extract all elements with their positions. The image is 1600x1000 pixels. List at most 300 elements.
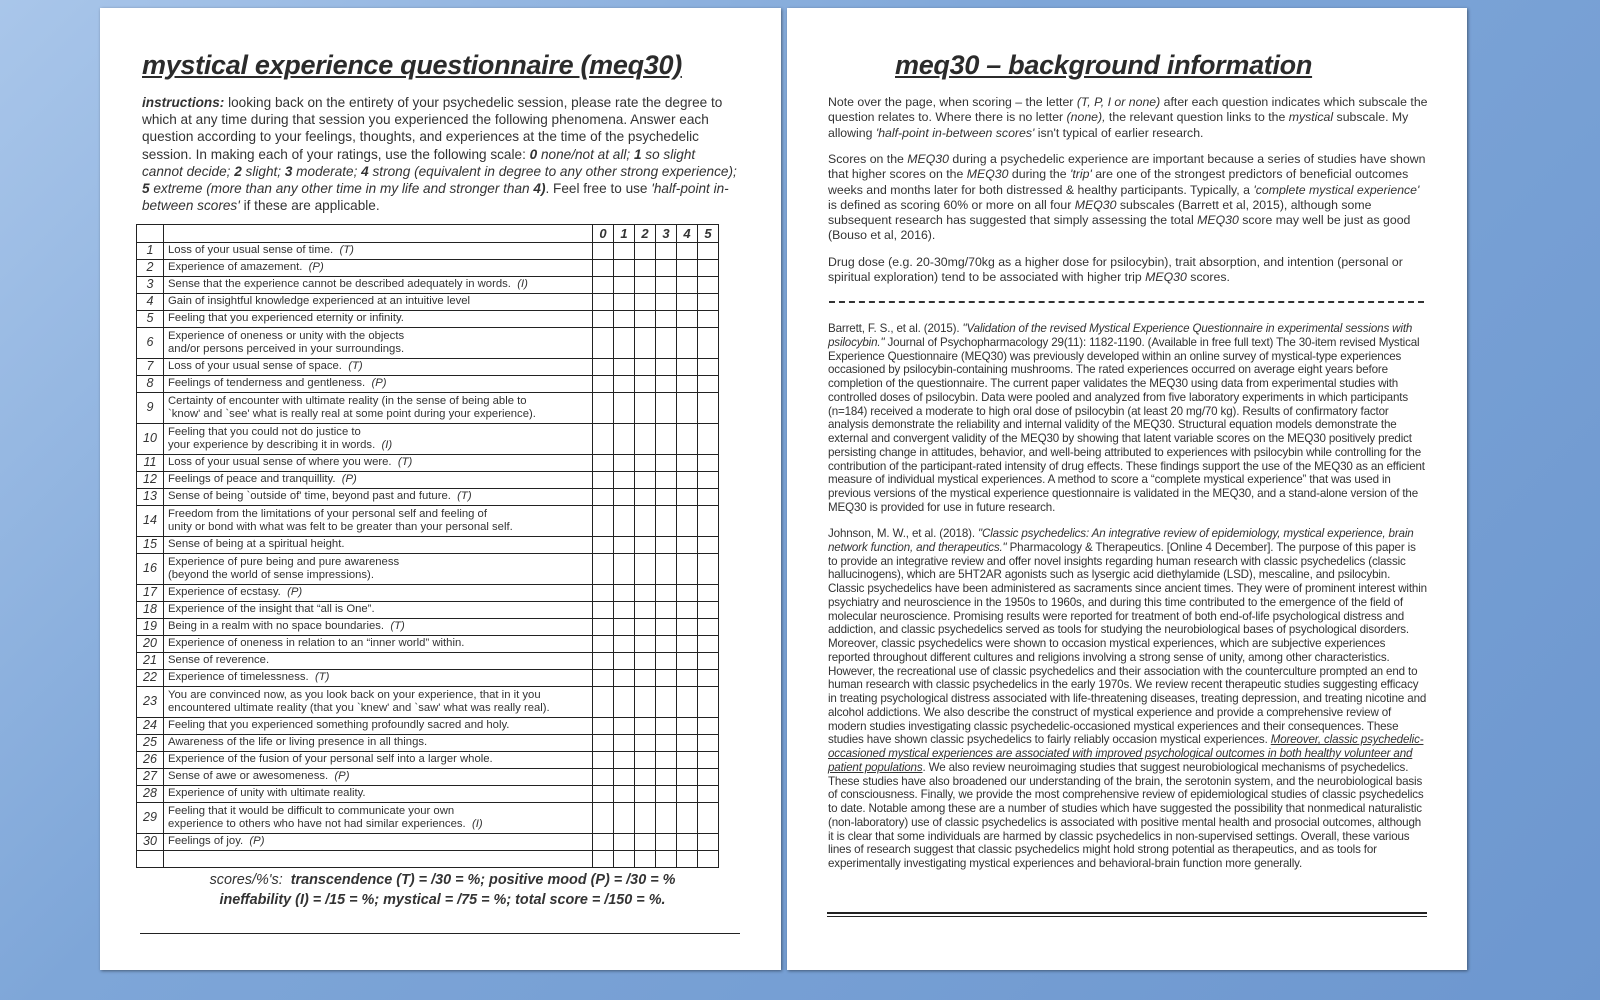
score-cell-4[interactable] bbox=[677, 636, 698, 653]
item-text-cell bbox=[164, 735, 593, 752]
score-cell-3[interactable] bbox=[656, 277, 677, 294]
score-cell-3[interactable] bbox=[656, 752, 677, 769]
score-cell-3[interactable] bbox=[656, 803, 677, 834]
score-cell-4[interactable] bbox=[677, 455, 698, 472]
score-cell-2[interactable] bbox=[635, 506, 656, 537]
item-number: 17 bbox=[137, 585, 164, 602]
subscale-tag: (P) bbox=[287, 586, 303, 599]
score-cell-0[interactable] bbox=[593, 311, 614, 328]
score-cell-4[interactable] bbox=[677, 718, 698, 735]
divider bbox=[140, 933, 740, 934]
scores-line-1: transcendence (T) = /30 = %; positive mood (P) = /30 = % bbox=[290, 872, 676, 888]
score-cell-3[interactable] bbox=[656, 670, 677, 687]
score-cell-4[interactable] bbox=[677, 376, 698, 393]
text-segment: 'complete mystical experience' bbox=[1253, 182, 1420, 197]
score-cell-4[interactable] bbox=[677, 260, 698, 277]
score-cell-4[interactable] bbox=[677, 328, 698, 359]
subscale-tag: (P) bbox=[341, 473, 357, 486]
score-cell-4[interactable] bbox=[677, 619, 698, 636]
score-cell-1[interactable] bbox=[614, 803, 635, 834]
score-cell-5[interactable] bbox=[698, 769, 719, 786]
score-cell-1[interactable] bbox=[614, 328, 635, 359]
score-cell-2[interactable] bbox=[635, 376, 656, 393]
score-cell-0[interactable] bbox=[593, 260, 614, 277]
text-segment: MEQ30 bbox=[966, 167, 1009, 182]
score-cell-3[interactable] bbox=[656, 424, 677, 455]
score-cell-0[interactable] bbox=[593, 670, 614, 687]
score-cell-0[interactable] bbox=[593, 506, 614, 537]
subscale-tag: (I) bbox=[381, 439, 393, 451]
score-cell-3[interactable] bbox=[656, 243, 677, 260]
score-cell-0[interactable] bbox=[593, 472, 614, 489]
reference-johnson bbox=[828, 527, 1428, 871]
subscale-tag: (T) bbox=[339, 244, 354, 257]
score-cell-5[interactable] bbox=[698, 752, 719, 769]
score-cell-4[interactable] bbox=[677, 834, 698, 851]
score-cell-4[interactable] bbox=[677, 537, 698, 554]
score-cell-3[interactable] bbox=[656, 294, 677, 311]
score-cell-4[interactable] bbox=[677, 803, 698, 834]
score-cell-0[interactable] bbox=[593, 243, 614, 260]
text-segment: MEQ30 bbox=[1145, 270, 1187, 285]
score-cell-5[interactable] bbox=[698, 472, 719, 489]
table-row bbox=[137, 489, 719, 506]
score-cell-2[interactable] bbox=[635, 243, 656, 260]
item-number: 3 bbox=[137, 277, 164, 294]
table-row bbox=[137, 585, 719, 602]
table-row bbox=[137, 294, 719, 311]
item-text-cell bbox=[164, 359, 593, 376]
score-cell-0[interactable] bbox=[593, 636, 614, 653]
score-cell-1[interactable] bbox=[614, 506, 635, 537]
score-cell-3[interactable] bbox=[656, 393, 677, 424]
score-cell-4[interactable] bbox=[677, 687, 698, 718]
score-cell-5[interactable] bbox=[698, 260, 719, 277]
score-cell-1[interactable] bbox=[614, 294, 635, 311]
instructions bbox=[142, 94, 738, 214]
score-cell-3[interactable] bbox=[656, 328, 677, 359]
scale-header-2: 2 bbox=[635, 225, 656, 243]
empty-cell bbox=[137, 851, 164, 868]
score-cell-2[interactable] bbox=[635, 834, 656, 851]
score-cell-1[interactable] bbox=[614, 687, 635, 718]
text-segment: 5 bbox=[142, 181, 150, 197]
item-text: Loss of your usual sense of time. bbox=[168, 244, 334, 257]
subscale-tag: (T) bbox=[397, 456, 413, 469]
score-cell-3[interactable] bbox=[656, 653, 677, 670]
text-segment: 'half-point in-between scores' bbox=[875, 125, 1035, 140]
score-cell-2[interactable] bbox=[635, 328, 656, 359]
score-cell-3[interactable] bbox=[656, 260, 677, 277]
table-row bbox=[137, 393, 719, 424]
score-cell-5[interactable] bbox=[698, 670, 719, 687]
item-text: Experience of oneness or unity with the objects bbox=[168, 329, 405, 342]
score-cell-0[interactable] bbox=[593, 834, 614, 851]
score-cell-2[interactable] bbox=[635, 602, 656, 619]
table-row-empty bbox=[137, 851, 719, 868]
item-text: Awareness of the life or living presence in all things. bbox=[168, 736, 428, 749]
item-text: Experience of timelessness. bbox=[168, 671, 309, 684]
score-cell-1[interactable] bbox=[614, 585, 635, 602]
score-cell-4[interactable] bbox=[677, 294, 698, 311]
item-text-cell bbox=[164, 602, 593, 619]
score-cell-0[interactable] bbox=[593, 424, 614, 455]
text-segment: 2 bbox=[234, 163, 242, 179]
text-segment: Drug dose (e.g. 20-30mg/70kg as a higher dose for psilocybin), trait absorption, and intention (personal or spiritual exploration) tend to be associated with higher trip bbox=[828, 255, 1403, 285]
empty-cell bbox=[698, 851, 719, 868]
item-text: Experience of unity with ultimate reality. bbox=[168, 787, 366, 800]
score-cell-5[interactable] bbox=[698, 294, 719, 311]
score-cell-3[interactable] bbox=[656, 769, 677, 786]
item-text: Feeling that you experienced eternity or infinity. bbox=[168, 312, 404, 325]
text-segment: extreme (more than any other time in my life and stronger than bbox=[149, 181, 534, 197]
text-segment: are one of the strongest predictors of beneficial outcomes weeks and months later for both distressed & healthy participants. Typically, a bbox=[828, 167, 1409, 197]
score-cell-1[interactable] bbox=[614, 619, 635, 636]
score-cell-3[interactable] bbox=[656, 472, 677, 489]
score-cell-3[interactable] bbox=[656, 537, 677, 554]
score-cell-5[interactable] bbox=[698, 619, 719, 636]
score-cell-2[interactable] bbox=[635, 424, 656, 455]
item-text: Experience of amazement. bbox=[168, 261, 303, 274]
score-cell-1[interactable] bbox=[614, 769, 635, 786]
score-cell-3[interactable] bbox=[656, 376, 677, 393]
score-cell-3[interactable] bbox=[656, 636, 677, 653]
empty-cell bbox=[164, 851, 593, 868]
score-cell-1[interactable] bbox=[614, 834, 635, 851]
score-cell-0[interactable] bbox=[593, 277, 614, 294]
score-cell-4[interactable] bbox=[677, 243, 698, 260]
score-cell-1[interactable] bbox=[614, 537, 635, 554]
page-background bbox=[787, 8, 1467, 970]
score-cell-1[interactable] bbox=[614, 653, 635, 670]
score-cell-1[interactable] bbox=[614, 359, 635, 376]
score-cell-0[interactable] bbox=[593, 376, 614, 393]
score-cell-4[interactable] bbox=[677, 769, 698, 786]
score-cell-5[interactable] bbox=[698, 376, 719, 393]
score-cell-0[interactable] bbox=[593, 455, 614, 472]
item-number: 19 bbox=[137, 619, 164, 636]
score-cell-1[interactable] bbox=[614, 472, 635, 489]
score-cell-2[interactable] bbox=[635, 393, 656, 424]
score-cell-1[interactable] bbox=[614, 376, 635, 393]
score-cell-2[interactable] bbox=[635, 752, 656, 769]
item-text-cell bbox=[164, 260, 593, 277]
double-rule bbox=[827, 912, 1427, 917]
item-text: Sense of awe or awesomeness. bbox=[168, 770, 329, 783]
item-text-cell bbox=[164, 424, 593, 455]
text-segment: MEQ30 bbox=[1074, 197, 1117, 212]
score-cell-2[interactable] bbox=[635, 294, 656, 311]
item-text-cell bbox=[164, 769, 593, 786]
score-cell-2[interactable] bbox=[635, 735, 656, 752]
item-number: 20 bbox=[137, 636, 164, 653]
score-cell-5[interactable] bbox=[698, 786, 719, 803]
score-cell-3[interactable] bbox=[656, 687, 677, 718]
table-row bbox=[137, 243, 719, 260]
score-cell-3[interactable] bbox=[656, 489, 677, 506]
table-row bbox=[137, 636, 719, 653]
score-cell-3[interactable] bbox=[656, 602, 677, 619]
score-cell-2[interactable] bbox=[635, 619, 656, 636]
score-cell-1[interactable] bbox=[614, 670, 635, 687]
table-row bbox=[137, 277, 719, 294]
score-cell-5[interactable] bbox=[698, 359, 719, 376]
item-text: Sense of reverence. bbox=[168, 654, 270, 667]
paragraph-drug-dose bbox=[828, 255, 1428, 286]
score-cell-2[interactable] bbox=[635, 803, 656, 834]
item-text: Experience of ecstasy. bbox=[168, 586, 281, 599]
score-cell-2[interactable] bbox=[635, 455, 656, 472]
text-segment: Pharmacology & Therapeutics. [Online 4 December]. The purpose of this paper is to provide an integrative review and offer novel insights regarding human research with classic psychedelics (classic hallucinogens), which are 5HT2AR agonists such as lysergic acid diethylamide (LSD), mescaline, and psilocybin. Classic psychedelics have been administered as sacraments since ancient times. They were of prominent interest within psychiatry and neuroscience in the 1950s to 1960s, and during this time contributed to the emergence of the field of molecular neuroscience. Promising results were reported for treatment of both end-of-life psychological distress and addiction, and classic psychedelics served as tools for studying the neurobiological bases of psychological disorders. Moreover, classic psychedelics were shown to occasion mystical experiences, which are subjective experiences reported throughout different cultures and religions involving a strong sense of unity, among other characteristics. However, the recreational use of classic psychedelics and their association with the counterculture prompted an end to human research with classic psychedelics in the early 1970s. We review recent therapeutic studies suggesting efficacy in treating psychological distress associated with life-threatening diseases, treating depression, and treating nicotine and alcohol addictions. We also describe the construct of mystical experience and provide a comprehensive review of modern studies investigating classic psychedelic-occasioned mystical experiences and their consequences. These studies have shown classic psychedelics to fairly reliably occasion mystical experiences. bbox=[828, 540, 1427, 747]
item-text-cell bbox=[164, 393, 593, 424]
score-cell-0[interactable] bbox=[593, 537, 614, 554]
table-row bbox=[137, 376, 719, 393]
item-number: 27 bbox=[137, 769, 164, 786]
score-cell-5[interactable] bbox=[698, 602, 719, 619]
score-cell-0[interactable] bbox=[593, 294, 614, 311]
score-cell-1[interactable] bbox=[614, 554, 635, 585]
score-cell-2[interactable] bbox=[635, 277, 656, 294]
score-cell-0[interactable] bbox=[593, 735, 614, 752]
header-blank bbox=[164, 225, 593, 243]
text-segment: Moreover, classic psychedelic-occasioned mystical experiences are associated with improved psychological outcomes in both healthy volunteer and patient populations bbox=[828, 733, 1424, 774]
score-cell-4[interactable] bbox=[677, 554, 698, 585]
score-cell-5[interactable] bbox=[698, 718, 719, 735]
page-questionnaire bbox=[100, 8, 781, 970]
score-cell-5[interactable] bbox=[698, 506, 719, 537]
item-text: Freedom from the limitations of your personal self and feeling of bbox=[168, 507, 487, 520]
score-cell-4[interactable] bbox=[677, 602, 698, 619]
score-cell-3[interactable] bbox=[656, 506, 677, 537]
scale-header-0: 0 bbox=[593, 225, 614, 243]
score-cell-2[interactable] bbox=[635, 311, 656, 328]
table-row bbox=[137, 311, 719, 328]
score-cell-5[interactable] bbox=[698, 393, 719, 424]
score-cell-4[interactable] bbox=[677, 424, 698, 455]
text-segment: mystical bbox=[1288, 110, 1334, 125]
score-cell-2[interactable] bbox=[635, 718, 656, 735]
item-text: Sense of being at a spiritual height. bbox=[168, 538, 345, 551]
score-cell-4[interactable] bbox=[677, 506, 698, 537]
score-cell-0[interactable] bbox=[593, 585, 614, 602]
score-cell-1[interactable] bbox=[614, 260, 635, 277]
table-row bbox=[137, 455, 719, 472]
text-segment: isn't typical of earlier research. bbox=[1034, 125, 1204, 140]
score-cell-5[interactable] bbox=[698, 585, 719, 602]
item-text-cell bbox=[164, 277, 593, 294]
text-segment: Barrett, F. S., et al. (2015). bbox=[828, 322, 963, 335]
score-cell-2[interactable] bbox=[635, 537, 656, 554]
score-cell-5[interactable] bbox=[698, 834, 719, 851]
score-cell-0[interactable] bbox=[593, 687, 614, 718]
score-cell-0[interactable] bbox=[593, 554, 614, 585]
score-cell-3[interactable] bbox=[656, 554, 677, 585]
score-cell-0[interactable] bbox=[593, 328, 614, 359]
score-cell-4[interactable] bbox=[677, 393, 698, 424]
page-title: mystical experience questionnaire (meq30) bbox=[142, 50, 682, 80]
item-text: Loss of your usual sense of space. bbox=[168, 360, 342, 373]
text-segment: "Classic psychedelics: An integrative review of epidemiology, mystical experience, brain network function, and therapeutics." bbox=[828, 527, 1414, 554]
score-cell-1[interactable] bbox=[614, 718, 635, 735]
table-row bbox=[137, 619, 719, 636]
score-cell-4[interactable] bbox=[677, 735, 698, 752]
score-cell-5[interactable] bbox=[698, 311, 719, 328]
item-number: 15 bbox=[137, 537, 164, 554]
score-cell-2[interactable] bbox=[635, 585, 656, 602]
text-segment: if these are applicable. bbox=[239, 198, 380, 214]
subscale-tag: (P) bbox=[371, 377, 387, 390]
subscale-tag: (I) bbox=[517, 278, 528, 291]
score-cell-2[interactable] bbox=[635, 260, 656, 277]
text-segment: is defined as scoring 60% or more on all four bbox=[828, 197, 1075, 212]
score-cell-2[interactable] bbox=[635, 687, 656, 718]
score-cell-5[interactable] bbox=[698, 489, 719, 506]
score-cell-1[interactable] bbox=[614, 311, 635, 328]
text-segment: (T, P, I or none) bbox=[1076, 95, 1161, 109]
table-row bbox=[137, 786, 719, 803]
score-cell-5[interactable] bbox=[698, 687, 719, 718]
score-cell-0[interactable] bbox=[593, 393, 614, 424]
item-number: 18 bbox=[137, 602, 164, 619]
score-cell-1[interactable] bbox=[614, 424, 635, 455]
scores-line-2: ineffability (I) = /15 = %; mystical = /75 = %; total score = /150 = %. bbox=[219, 892, 666, 908]
item-text: Loss of your usual sense of where you were. bbox=[168, 456, 392, 469]
score-cell-4[interactable] bbox=[677, 472, 698, 489]
score-cell-0[interactable] bbox=[593, 619, 614, 636]
table-row bbox=[137, 328, 719, 359]
score-cell-2[interactable] bbox=[635, 489, 656, 506]
score-cell-5[interactable] bbox=[698, 735, 719, 752]
item-number: 16 bbox=[137, 554, 164, 585]
score-cell-3[interactable] bbox=[656, 834, 677, 851]
score-cell-2[interactable] bbox=[635, 554, 656, 585]
text-segment: Note over the page, when scoring – the letter bbox=[828, 95, 1077, 109]
score-cell-0[interactable] bbox=[593, 489, 614, 506]
score-cell-1[interactable] bbox=[614, 489, 635, 506]
text-segment: 1 bbox=[633, 146, 642, 162]
item-text-line2: encountered ultimate reality (that you `knew' and `saw' what was really real). bbox=[168, 702, 550, 714]
text-segment: none/not at all; bbox=[537, 146, 634, 162]
score-cell-5[interactable] bbox=[698, 554, 719, 585]
score-cell-2[interactable] bbox=[635, 636, 656, 653]
score-cell-3[interactable] bbox=[656, 619, 677, 636]
item-text: Experience of the insight that “all is One”. bbox=[168, 603, 375, 616]
score-cell-5[interactable] bbox=[698, 243, 719, 260]
score-cell-4[interactable] bbox=[677, 277, 698, 294]
subscale-tag: (I) bbox=[471, 818, 483, 830]
score-cell-4[interactable] bbox=[677, 670, 698, 687]
score-cell-1[interactable] bbox=[614, 277, 635, 294]
score-cell-4[interactable] bbox=[677, 489, 698, 506]
score-cell-2[interactable] bbox=[635, 786, 656, 803]
score-cell-0[interactable] bbox=[593, 769, 614, 786]
score-cell-5[interactable] bbox=[698, 455, 719, 472]
score-cell-4[interactable] bbox=[677, 653, 698, 670]
score-cell-0[interactable] bbox=[593, 653, 614, 670]
score-cell-1[interactable] bbox=[614, 243, 635, 260]
score-cell-1[interactable] bbox=[614, 602, 635, 619]
score-cell-4[interactable] bbox=[677, 311, 698, 328]
item-number: 23 bbox=[137, 687, 164, 718]
item-text: Feeling that you experienced something profoundly sacred and holy. bbox=[168, 719, 510, 732]
score-cell-5[interactable] bbox=[698, 636, 719, 653]
score-cell-1[interactable] bbox=[614, 786, 635, 803]
paragraph-scores bbox=[828, 152, 1428, 244]
text-segment: . We also review neuroimaging studies that suggest neurobiological mechanisms of psychedelics. These studies have also broadened our understanding of the brain, the serotonin system, and the neurobiological basis of consciousness. Finally, we provide the most comprehensive review of epidemiological studies of classic psychedelics to date. Notable among these are a number of studies which have suggested the possibility that nonmedical naturalistic (non-laboratory) use of classic psychedelics is associated with positive mental health and prosocial outcomes, although it is clear that some individuals are harmed by classic psychedelics in non-supervised settings. Overall, these various lines of research suggest that classic psychedelics might hold strong potential as therapeutics, and as tools for experimentally investigating mystical experiences and behavioral-brain function more generally. bbox=[828, 760, 1424, 870]
item-text-cell bbox=[164, 376, 593, 393]
score-cell-1[interactable] bbox=[614, 455, 635, 472]
item-text-cell bbox=[164, 752, 593, 769]
score-cell-3[interactable] bbox=[656, 735, 677, 752]
score-cell-0[interactable] bbox=[593, 786, 614, 803]
score-cell-4[interactable] bbox=[677, 585, 698, 602]
score-cell-5[interactable] bbox=[698, 537, 719, 554]
item-number: 14 bbox=[137, 506, 164, 537]
score-cell-3[interactable] bbox=[656, 455, 677, 472]
score-cell-5[interactable] bbox=[698, 424, 719, 455]
score-cell-5[interactable] bbox=[698, 653, 719, 670]
score-cell-1[interactable] bbox=[614, 636, 635, 653]
item-text-cell bbox=[164, 687, 593, 718]
item-text-line2: (beyond the world of sense impressions). bbox=[168, 569, 374, 581]
text-segment: moderate; bbox=[292, 163, 362, 179]
score-cell-0[interactable] bbox=[593, 752, 614, 769]
text-segment: Scores on the bbox=[828, 152, 908, 166]
score-cell-5[interactable] bbox=[698, 803, 719, 834]
score-cell-0[interactable] bbox=[593, 359, 614, 376]
score-cell-3[interactable] bbox=[656, 585, 677, 602]
score-cell-4[interactable] bbox=[677, 752, 698, 769]
item-text-line2: experience to others who have not had similar experiences. bbox=[168, 818, 466, 830]
item-text: Experience of the fusion of your personal self into a larger whole. bbox=[168, 753, 493, 766]
score-cell-5[interactable] bbox=[698, 328, 719, 359]
score-cell-2[interactable] bbox=[635, 769, 656, 786]
score-cell-2[interactable] bbox=[635, 653, 656, 670]
text-segment: 'trip' bbox=[1070, 167, 1092, 182]
text-segment: Johnson, M. W., et al. (2018). bbox=[828, 527, 979, 540]
item-text-cell bbox=[164, 803, 593, 834]
item-text: Sense that the experience cannot be described adequately in words. bbox=[168, 278, 511, 291]
score-cell-0[interactable] bbox=[593, 602, 614, 619]
table-row bbox=[137, 735, 719, 752]
text-segment: subscale. My allowing bbox=[828, 110, 1409, 140]
score-cell-3[interactable] bbox=[656, 718, 677, 735]
score-cell-4[interactable] bbox=[677, 786, 698, 803]
item-number: 13 bbox=[137, 489, 164, 506]
score-cell-5[interactable] bbox=[698, 277, 719, 294]
score-cell-3[interactable] bbox=[656, 311, 677, 328]
score-cell-0[interactable] bbox=[593, 718, 614, 735]
item-text-line2: and/or persons perceived in your surroundings. bbox=[168, 343, 405, 355]
score-cell-1[interactable] bbox=[614, 735, 635, 752]
item-text: Feelings of tenderness and gentleness. bbox=[168, 377, 366, 390]
score-cell-1[interactable] bbox=[614, 752, 635, 769]
text-segment: Journal of Psychopharmacology 29(11): 1182-1190. (Available in free full text) The 30-item revised Mystical Experience Questionnaire (MEQ30) was previously developed within an online survey of mystical-type experiences occasioned by psilocybin-containing mushrooms. The rated experiences occurred on average eight years before completion of the questionnaire. The current paper validates the MEQ30 using data from experimental studies with controlled doses of psilocybin. Data were pooled and analyzed from five laboratory experiments in which participants (n=184) received a moderate to high oral dose of psilocybin (at least 20 mg/70 kg). Results of confirmatory factor analysis demonstrate the reliability and internal validity of the MEQ30. Structural equation models demonstrate the external and convergent validity of the MEQ30 by showing that latent variable scores on the MEQ30 positively predict persisting change in attitudes, behavior, and well-being attributed to experiences with psilocybin while controlling for the contribution of the participant-rated intensity of drug effects. These findings support the use of the MEQ30 as an efficient measure of individual mystical experiences. A method to score a “complete mystical experience” that was used in previous versions of the mystical experience questionnaire is validated in the MEQ30, and a stand-alone version of the MEQ30 is provided for use in future research. bbox=[828, 335, 1425, 514]
item-number: 25 bbox=[137, 735, 164, 752]
text-segment: so slight cannot decide; bbox=[142, 146, 696, 179]
score-cell-4[interactable] bbox=[677, 359, 698, 376]
score-cell-3[interactable] bbox=[656, 786, 677, 803]
score-cell-2[interactable] bbox=[635, 670, 656, 687]
item-text-cell bbox=[164, 619, 593, 636]
table-row bbox=[137, 602, 719, 619]
score-cell-0[interactable] bbox=[593, 803, 614, 834]
empty-cell bbox=[656, 851, 677, 868]
score-cell-2[interactable] bbox=[635, 472, 656, 489]
score-cell-3[interactable] bbox=[656, 359, 677, 376]
score-cell-1[interactable] bbox=[614, 393, 635, 424]
score-cell-2[interactable] bbox=[635, 359, 656, 376]
